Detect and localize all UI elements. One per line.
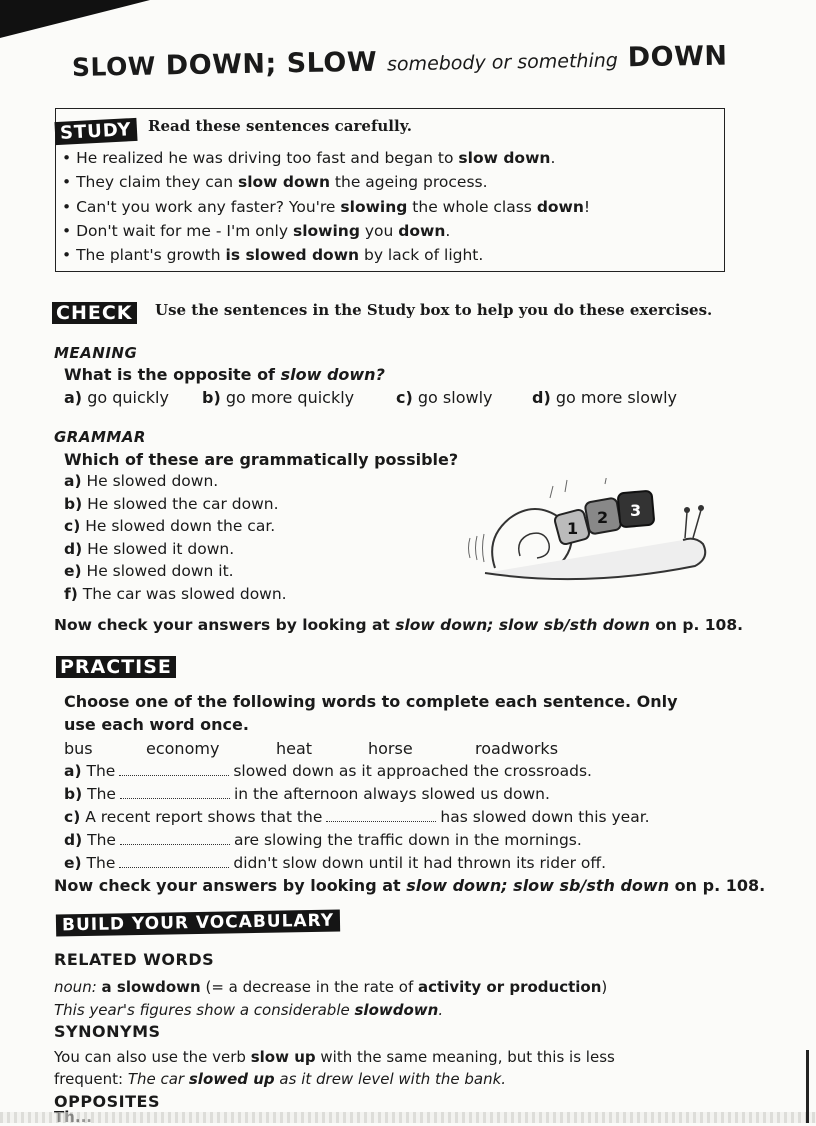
grammar-item: b) He slowed the car down.	[64, 494, 279, 513]
check-heading: Use the sentences in the Study box to help you do these exercises.	[155, 301, 713, 319]
snail-num-1: 1	[567, 519, 579, 538]
page-corner-mark	[0, 0, 150, 38]
scan-edge	[0, 1112, 816, 1123]
build-vocabulary-label: BUILD YOUR VOCABULARY	[56, 910, 340, 937]
answers-note-1: Now check your answers by looking at slow down; slow sb/sth down on p. 108.	[54, 616, 743, 634]
grammar-item: a) He slowed down.	[64, 472, 219, 490]
grammar-items	[64, 470, 287, 605]
study-label: STUDY	[54, 118, 137, 145]
practise-item: c) A recent report shows that the has slowed down this year.	[64, 808, 650, 826]
related-noun-line: noun: a slowdown (= a decrease in the rate of activity or production)	[54, 978, 608, 996]
practise-instruction-2: use each word once.	[64, 715, 249, 734]
answer-blank[interactable]	[120, 832, 230, 845]
page-edge	[806, 1050, 809, 1123]
check-label: CHECK	[52, 302, 137, 324]
synonyms-line-2: frequent: The car slowed up as it drew level with the bank.	[54, 1070, 507, 1088]
study-heading: Read these sentences carefully.	[148, 117, 412, 135]
snail-illustration	[465, 478, 725, 593]
study-sentence: • Don't wait for me - I'm only slowing you down.	[62, 221, 451, 240]
title-down: DOWN	[627, 40, 728, 74]
title-slow: SLOW	[71, 51, 157, 82]
practise-label: PRACTISE	[56, 656, 176, 678]
meaning-option: c) go slowly	[396, 388, 493, 407]
meaning-question: What is the opposite of slow down?	[64, 365, 385, 384]
title-somebody: somebody or something	[386, 49, 619, 76]
meaning-option: b) go more quickly	[202, 388, 355, 407]
snail-num-2: 2	[597, 508, 609, 527]
page-title	[72, 40, 772, 83]
grammar-title: GRAMMAR	[54, 428, 146, 446]
grammar-item: d) He slowed it down.	[64, 539, 235, 558]
practise-items	[64, 760, 650, 875]
word-economy: economy	[146, 739, 220, 758]
answer-blank[interactable]	[326, 809, 436, 822]
practise-item: a) The slowed down as it approached the crossroads.	[64, 762, 592, 780]
answer-blank[interactable]	[120, 786, 230, 799]
word-bus: bus	[64, 739, 93, 758]
related-example: This year's figures show a considerable slowdown.	[54, 1001, 444, 1019]
study-sentence: • He realized he was driving too fast and began to slow down.	[62, 149, 556, 167]
study-sentence: • The plant's growth is slowed down by lack of light.	[62, 246, 484, 265]
study-sentence: • Can't you work any faster? You're slowing the whole class down!	[62, 197, 591, 216]
answer-blank[interactable]	[119, 763, 229, 776]
study-sentences	[62, 146, 590, 267]
practise-item: d) The are slowing the traffic down in the mornings.	[64, 831, 582, 849]
answers-note-2: Now check your answers by looking at slow down; slow sb/sth down on p. 108.	[54, 876, 766, 895]
synonyms-line-1: You can also use the verb slow up with the same meaning, but this is less	[54, 1048, 615, 1066]
meaning-option: a) go quickly	[64, 388, 169, 407]
word-roadworks: roadworks	[475, 739, 559, 758]
study-sentence: • They claim they can slow down the ageing process.	[62, 173, 488, 192]
practise-item: e) The didn't slow down until it had thrown its rider off.	[64, 854, 607, 872]
word-horse: horse	[368, 739, 413, 758]
practise-item: b) The in the afternoon always slowed us down.	[64, 785, 550, 803]
opposites-title: OPPOSITES	[54, 1092, 160, 1111]
snail-num-3: 3	[630, 501, 642, 520]
related-words-title: RELATED WORDS	[54, 950, 215, 969]
grammar-item: f) The car was slowed down.	[64, 584, 287, 603]
word-heat: heat	[276, 739, 313, 758]
meaning-title: MEANING	[54, 344, 138, 362]
practise-instruction-1: Choose one of the following words to complete each sentence. Only	[64, 692, 678, 711]
meaning-option: d) go more slowly	[532, 388, 677, 407]
grammar-item: c) He slowed down the car.	[64, 517, 276, 535]
grammar-question: Which of these are grammatically possible?	[64, 450, 459, 469]
answer-blank[interactable]	[119, 855, 229, 868]
title-down-slow: DOWN; SLOW	[165, 46, 378, 82]
synonyms-title: SYNONYMS	[54, 1022, 161, 1041]
grammar-item: e) He slowed down it.	[64, 562, 234, 580]
